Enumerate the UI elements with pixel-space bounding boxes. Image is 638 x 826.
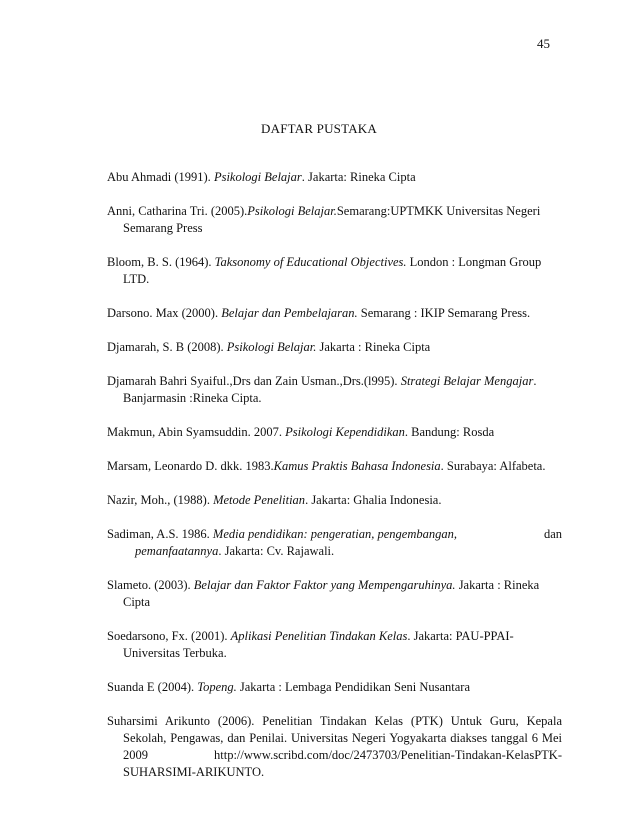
reference-title: Psikologi Belajar.	[226, 340, 317, 354]
reference-item	[107, 458, 562, 475]
reference-text: London : Longman Group LTD.	[123, 255, 542, 286]
reference-item	[107, 305, 562, 322]
reference-text: Sadiman, A.S. 1986.	[107, 527, 213, 541]
reference-text: . Jakarta: PAU-PPAI-Universitas Terbuka.	[123, 629, 514, 660]
reference-title: Topeng.	[197, 680, 237, 694]
reference-title: Strategi Belajar Mengajar	[400, 374, 534, 388]
reference-text: Soedarsono, Fx. (2001).	[107, 629, 231, 643]
reference-item	[107, 492, 562, 509]
reference-title: pemanfaatannya	[135, 544, 219, 558]
reference-text: . Bandung: Rosda	[404, 425, 495, 439]
reference-text: Abu Ahmadi (1991).	[107, 170, 214, 184]
page-title: DAFTAR PUSTAKA	[261, 121, 377, 136]
reference-item	[107, 254, 562, 288]
reference-text: . Jakarta: Cv. Rajawali.	[218, 544, 335, 558]
reference-title: Psikologi Belajar.	[247, 204, 337, 218]
reference-text: Slameto. (2003).	[107, 578, 194, 592]
reference-item	[107, 713, 562, 781]
reference-text: Jakarta : Lembaga Pendidikan Seni Nusantara	[236, 680, 471, 694]
reference-text: Anni, Catharina Tri. (2005).	[107, 204, 248, 218]
reference-text: Suharsimi Arikunto (2006). Penelitian Tindakan Kelas (PTK) Untuk Guru, Kepala Sekolah, Pengawas, dan Penilai. Universitas Negeri Yogyakarta diakses tanggal 6 Mei 2009 http://www.scribd.com/doc/2473703/Penelitian-Tindakan-KelasPTK-SUHARSIMI-ARIKUNTO.	[107, 714, 562, 779]
reference-item	[107, 526, 562, 560]
reference-title: Aplikasi Penelitian Tindakan Kelas	[230, 629, 408, 643]
reference-title: Psikologi Belajar	[213, 170, 302, 184]
reference-title: Taksonomy of Educational Objectives.	[214, 255, 407, 269]
reference-text: . Jakarta: Ghalia Indonesia.	[305, 493, 442, 507]
reference-item	[107, 339, 562, 356]
reference-text: Jakarta : Rineka Cipta	[123, 578, 540, 609]
reference-title: Media pendidikan: pengeratian, pengembangan,	[212, 527, 457, 541]
reference-text: Marsam, Leonardo D. dkk. 1983.	[107, 459, 274, 473]
reference-text: dan	[543, 527, 562, 541]
reference-text: Semarang : IKIP Semarang Press.	[357, 306, 531, 320]
reference-text: Suanda E (2004).	[107, 680, 198, 694]
reference-item	[107, 628, 562, 662]
reference-title: Belajar dan Pembelajaran.	[221, 306, 358, 320]
reference-title: Kamus Praktis Bahasa Indonesia	[273, 459, 441, 473]
reference-item	[107, 577, 562, 611]
reference-item	[107, 373, 562, 407]
reference-text: Semarang:UPTMKK Universitas Negeri Semarang Press	[123, 204, 541, 235]
reference-text: . Jakarta: Rineka Cipta	[301, 170, 416, 184]
reference-text: Darsono. Max (2000).	[107, 306, 222, 320]
reference-text: Jakarta : Rineka Cipta	[316, 340, 431, 354]
reference-list	[107, 169, 562, 798]
reference-title: Belajar dan Faktor Faktor yang Mempengaruhinya.	[193, 578, 456, 592]
reference-title: Psikologi Kependidikan	[285, 425, 405, 439]
reference-text: Nazir, Moh., (1988).	[107, 493, 214, 507]
reference-first-line	[107, 526, 562, 543]
reference-title: Metode Penelitian	[213, 493, 306, 507]
reference-text: . Surabaya: Alfabeta.	[440, 459, 546, 473]
reference-text: Bloom, B. S. (1964).	[107, 255, 215, 269]
reference-text: . Banjarmasin :Rineka Cipta.	[123, 374, 537, 405]
page-number: 45	[537, 36, 550, 51]
reference-item	[107, 424, 562, 441]
reference-item	[107, 203, 562, 237]
reference-text: Makmun, Abin Syamsuddin. 2007.	[107, 425, 286, 439]
reference-item	[107, 679, 562, 696]
reference-text: Djamarah, S. B (2008).	[107, 340, 227, 354]
reference-text: Djamarah Bahri Syaiful.,Drs dan Zain Usman.,Drs.(l995).	[107, 374, 401, 388]
reference-item	[107, 169, 562, 186]
